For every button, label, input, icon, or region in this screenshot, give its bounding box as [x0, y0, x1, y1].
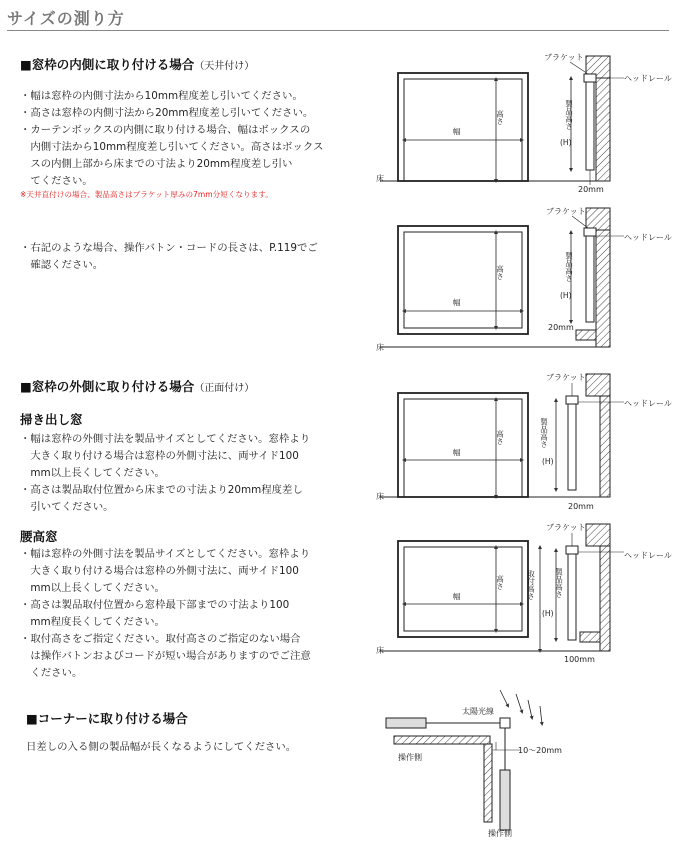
inside-line: ・カーテンボックスの内側に取り付ける場合、幅はボックスの	[20, 124, 311, 136]
diagram-inside-box	[376, 207, 672, 352]
head-rail	[566, 546, 578, 554]
inside-line: スの内側上部から床までの寸法より20mm程度差し引い	[20, 158, 293, 170]
install-height-label: 取付高さ	[526, 570, 536, 600]
ceiling-wall	[586, 208, 610, 230]
h-label: (H)	[542, 457, 554, 466]
inside-line: 内側寸法から10mm程度差し引いてください。高さはボックス	[20, 141, 324, 153]
wall-bottom	[500, 770, 510, 830]
bracket-label: ブラケット	[546, 207, 586, 216]
page-title: サイズの測り方	[7, 9, 125, 28]
dim-100-label: 100mm	[564, 655, 595, 664]
window-frame-outer	[398, 541, 528, 637]
sub1-line: mm以上長くしてください。	[20, 467, 165, 479]
inside-line: ・幅は窓枠の内側寸法から10mm程度差し引いてください。	[20, 90, 303, 102]
sub2-line: ・取付高さをご指定ください。取付高さのご指定のない場合	[20, 633, 301, 645]
blind-body	[586, 236, 594, 322]
product-height-label: 製品高さ	[554, 568, 564, 598]
operation-side-label: 操作側	[488, 829, 512, 838]
sub2-line: ください。	[20, 667, 83, 679]
width-label: 幅	[453, 448, 461, 457]
wall-left	[386, 718, 426, 728]
height-label: 高さ	[495, 110, 505, 125]
sub2-title: 腰高窓	[20, 529, 58, 544]
bracket-label: ブラケット	[546, 373, 586, 382]
floor-label: 床	[376, 343, 384, 352]
diagram-outside-waist	[376, 523, 672, 664]
height-label: 高さ	[495, 265, 505, 280]
sun-ray	[528, 700, 532, 718]
product-height-label: 製品高さ	[539, 418, 549, 448]
wall	[596, 78, 610, 181]
sunlight-label: 太陽光線	[462, 707, 494, 716]
bracket-label: ブラケット	[546, 523, 586, 532]
product-height-label: 製品高さ	[564, 100, 574, 130]
head-rail	[566, 396, 578, 404]
blind-short-side	[484, 744, 492, 822]
diagram-outside-floor	[376, 373, 672, 511]
inside-line: ・高さは窓枠の内側寸法から20mm程度差し引いてください。	[20, 107, 314, 119]
diagram-inside-floor	[376, 53, 672, 194]
head-rail-label: ヘッドレール	[624, 551, 672, 560]
window-frame-outer	[398, 393, 528, 497]
sub1-line: ・幅は窓枠の外側寸法を製品サイズとしてください。窓枠より	[20, 433, 311, 445]
head-rail-label: ヘッドレール	[624, 74, 672, 83]
wall	[600, 396, 610, 497]
blind-body	[586, 82, 594, 170]
floor-label: 床	[376, 492, 384, 501]
h-label: (H)	[560, 291, 572, 300]
sub2-line: mm以上長くしてください。	[20, 582, 165, 594]
sub1-line: 引いてください。	[20, 501, 114, 513]
blind-body	[568, 404, 576, 490]
h-label: (H)	[560, 138, 572, 147]
height-label: 高さ	[495, 575, 505, 590]
inside-line-2: ・右記のような場合、操作バトン・コードの長さは、P.119でご	[20, 242, 318, 254]
sun-ray	[500, 690, 508, 706]
floor-label: 床	[376, 174, 384, 183]
head-rail-label: ヘッドレール	[624, 233, 672, 242]
head-rail	[584, 74, 596, 82]
h-label: (H)	[542, 609, 554, 618]
head-rail-label: ヘッドレール	[624, 399, 672, 408]
blind-body	[568, 554, 576, 640]
sub2-line: ・高さは製品取付位置から窓枠最下部までの寸法より100	[20, 599, 290, 611]
sub2-line: mm程度長くしてください。	[20, 616, 165, 628]
corner-post	[500, 718, 510, 728]
sub2-line: は操作バトンおよびコードが短い場合がありますのでご注意	[20, 650, 311, 662]
window-frame-inner	[404, 399, 522, 497]
operation-side-label: 操作側	[398, 753, 422, 762]
sub2-line: ・幅は窓枠の外側寸法を製品サイズとしてください。窓枠より	[20, 548, 311, 560]
ceiling-wall	[586, 374, 610, 396]
wall	[596, 230, 610, 347]
diagram-corner	[386, 690, 562, 838]
wall	[600, 546, 610, 651]
window-frame-outer	[398, 226, 528, 334]
sub2-line: 大きく取り付ける場合は窓枠の外側寸法に、両サイド100	[20, 565, 299, 577]
sub1-line: ・高さは製品取付位置から床までの寸法より20mm程度差し	[20, 484, 303, 496]
window-frame-inner	[404, 79, 522, 181]
inside-heading-sub: （天井付け）	[194, 61, 255, 72]
window-frame-inner	[404, 232, 522, 328]
head-rail	[584, 228, 596, 236]
blind-long-side	[394, 736, 490, 744]
product-height-label: 製品高さ	[564, 252, 574, 282]
width-label: 幅	[453, 298, 461, 307]
dim-20-label: 20mm	[548, 323, 574, 332]
window-frame-outer	[398, 73, 528, 181]
sun-ray	[540, 706, 542, 724]
bracket-label: ブラケット	[544, 53, 584, 62]
sill	[580, 632, 600, 642]
ceiling-wall	[586, 524, 610, 546]
floor-label: 床	[376, 646, 384, 655]
outside-heading-text: ■窓枠の外側に取り付ける場合	[20, 379, 195, 394]
sub1-line: 大きく取り付ける場合は窓枠の外側寸法に、両サイド100	[20, 450, 299, 462]
gap-label: 10〜20mm	[518, 746, 562, 755]
dim-20-label: 20mm	[578, 185, 604, 194]
sub1-title: 掃き出し窓	[20, 412, 83, 427]
inside-note: ※天井直付けの場合、製品高さはブラケット厚みの7mm分短くなります。	[20, 190, 273, 199]
corner-heading: ■コーナーに取り付ける場合	[26, 711, 188, 726]
corner-line: 日差しの入る側の製品幅が長くなるようにしてください。	[26, 741, 297, 753]
outside-heading-sub: （正面付け）	[194, 383, 255, 394]
inside-line: てください。	[20, 175, 93, 187]
width-label: 幅	[453, 127, 461, 136]
bracket-leader	[570, 62, 588, 74]
inside-heading-text: ■窓枠の内側に取り付ける場合	[20, 57, 195, 72]
width-label: 幅	[453, 592, 461, 601]
sill	[576, 330, 596, 340]
height-label: 高さ	[495, 430, 505, 445]
inside-line-2: 確認ください。	[20, 259, 104, 271]
dim-20-label: 20mm	[568, 502, 594, 511]
sun-ray	[516, 694, 522, 712]
